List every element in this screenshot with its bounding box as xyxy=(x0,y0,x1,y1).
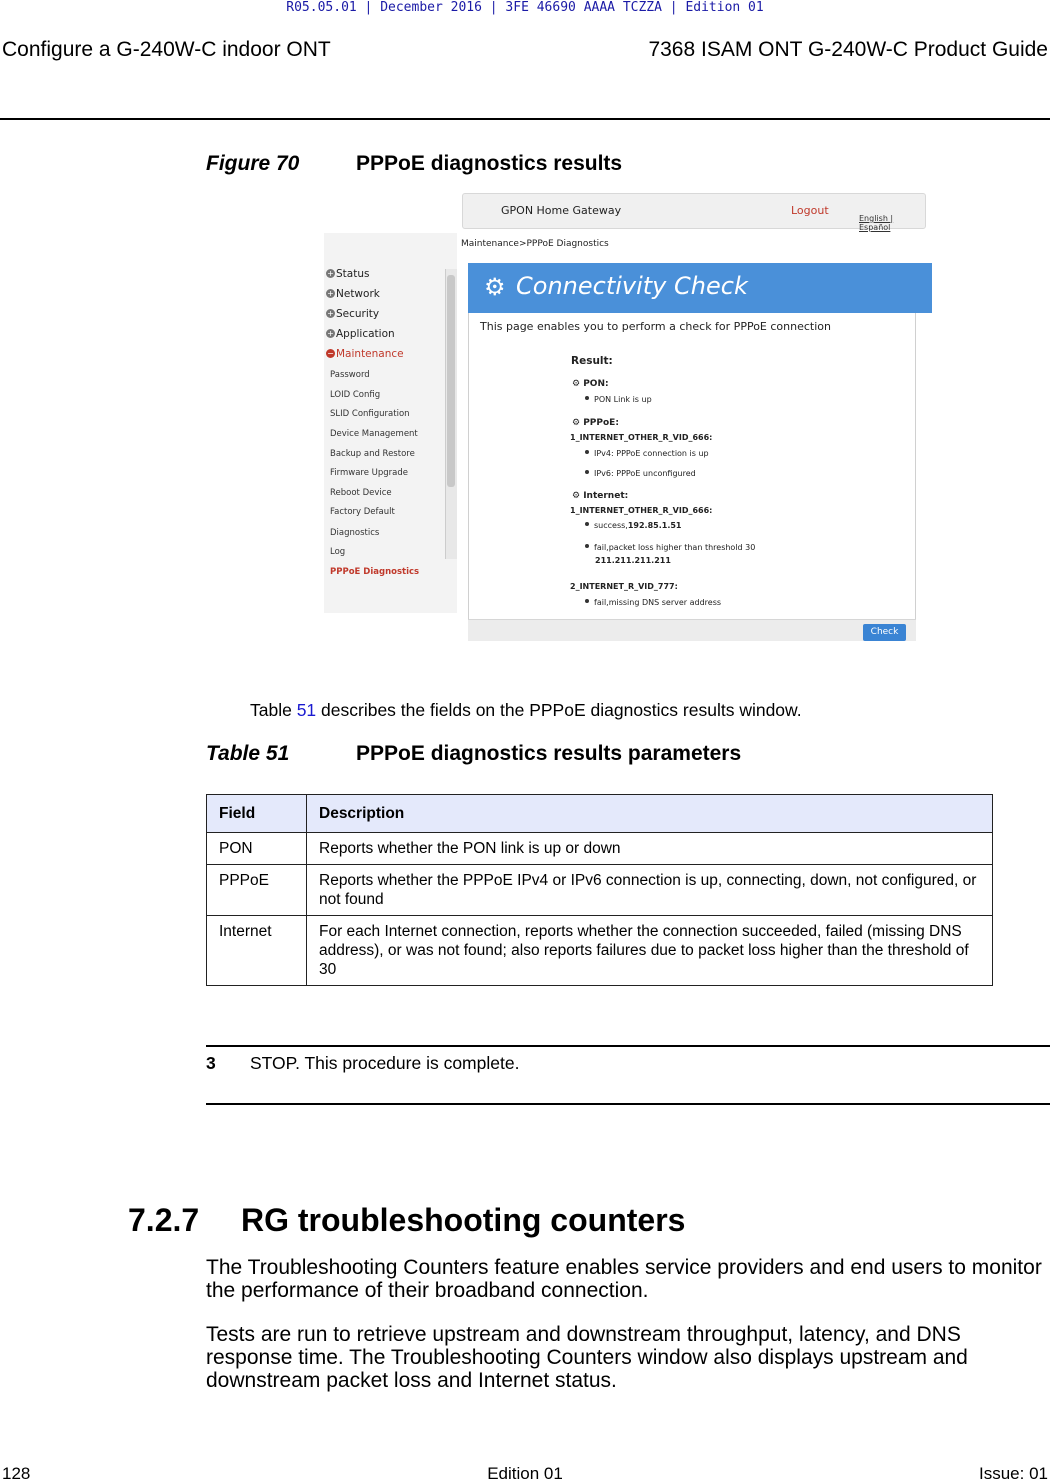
panel-footer xyxy=(468,619,916,641)
internet-heading: ⚙ Internet: xyxy=(572,491,629,501)
pon-heading: ⚙ PON: xyxy=(572,379,609,389)
step-number: 3 xyxy=(206,1053,216,1073)
header-rule xyxy=(0,118,1050,120)
pppoe-heading: ⚙ PPPoE: xyxy=(572,418,619,428)
minus-icon: − xyxy=(327,349,334,358)
parameters-table xyxy=(206,794,993,986)
bullet-icon xyxy=(585,396,589,400)
result-label: Result: xyxy=(571,355,613,367)
sidebar-sub-device-management[interactable]: Device Management xyxy=(330,429,418,439)
table-row xyxy=(207,865,993,916)
pon-status: PON Link is up xyxy=(585,395,652,404)
language-links[interactable]: English | Español xyxy=(859,214,894,232)
field-cell: PON xyxy=(207,833,307,865)
column-header-description: Description xyxy=(307,795,993,833)
field-cell: Internet xyxy=(207,916,307,986)
pppoe-diagnostics-screenshot xyxy=(324,193,932,641)
step-top-rule xyxy=(206,1045,1050,1047)
panel-title: Connectivity Check xyxy=(516,272,748,300)
step-text: STOP. This procedure is complete. xyxy=(250,1053,520,1073)
breadcrumb: Maintenance>PPPoE Diagnostics xyxy=(461,239,609,249)
bullet-icon xyxy=(585,450,589,454)
sidebar-sub-diagnostics[interactable]: Diagnostics xyxy=(330,528,380,538)
sidebar-scroll-thumb[interactable] xyxy=(447,275,455,487)
bullet-icon xyxy=(585,522,589,526)
sidebar-sub-backup-restore[interactable]: Backup and Restore xyxy=(330,449,415,459)
step-bottom-rule xyxy=(206,1103,1050,1105)
internet-connection-name-2: 2_INTERNET_R_VID_777: xyxy=(570,582,678,591)
internet-connection-name: 1_INTERNET_OTHER_R_VID_666: xyxy=(570,506,713,515)
connectivity-check-header xyxy=(468,263,932,313)
bullet-icon xyxy=(585,544,589,548)
pppoe-ipv4-status: IPv4: PPPoE connection is up xyxy=(585,449,709,458)
sidebar-item-application[interactable]: + Application xyxy=(327,328,395,340)
table-header-row xyxy=(207,795,993,833)
table-number: Table 51 xyxy=(206,742,290,765)
plus-icon: + xyxy=(327,309,334,318)
internet-fail-ip: 211.211.211.211 xyxy=(595,556,671,565)
table-row xyxy=(207,833,993,865)
sidebar-sub-pppoe-diagnostics[interactable]: PPPoE Diagnostics xyxy=(330,567,420,577)
gear-icon: ⚙ xyxy=(572,379,584,389)
plus-icon: + xyxy=(327,269,334,278)
table-reference-link[interactable]: 51 xyxy=(296,700,317,720)
gear-icon: ⚙ xyxy=(572,491,584,501)
document-id-note: R05.05.01 | December 2016 | 3FE 46690 AAAA TCZZA | Edition 01 xyxy=(286,0,764,15)
description-cell: Reports whether the PPPoE IPv4 or IPv6 connection is up, connecting, down, not configured, or not found xyxy=(307,865,993,916)
section-paragraph-2: Tests are run to retrieve upstream and downstream throughput, latency, and DNS response time. The Troubleshooting Counters window also displays upstream and downstream packet loss and Internet status. xyxy=(206,1323,968,1392)
plus-icon: + xyxy=(327,289,334,298)
column-header-field: Field xyxy=(207,795,307,833)
internet-fail-status: fail,packet loss higher than threshold 30 xyxy=(585,543,755,552)
gateway-title: GPON Home Gateway xyxy=(501,204,622,217)
bullet-icon xyxy=(585,599,589,603)
sidebar-item-network[interactable]: + Network xyxy=(327,288,380,300)
intro-paragraph: Table 51 describes the fields on the PPPoE diagnostics results window. xyxy=(250,700,802,720)
description-cell: For each Internet connection, reports whether the connection succeeded, failed (missing DNS address), or was not found; also reports failures due to packet loss higher than the threshold of 30 xyxy=(307,916,993,986)
sidebar-item-status[interactable]: + Status xyxy=(327,268,370,280)
table-row xyxy=(207,916,993,986)
sidebar-item-security[interactable]: + Security xyxy=(327,308,380,320)
gear-icon: ⚙ xyxy=(572,418,584,428)
sidebar-sub-password[interactable]: Password xyxy=(330,370,370,380)
sidebar-sub-loid-config[interactable]: LOID Config xyxy=(330,390,381,400)
sidebar-sub-firmware-upgrade[interactable]: Firmware Upgrade xyxy=(330,468,408,478)
logout-link[interactable]: Logout xyxy=(791,204,829,217)
internet-fail-dns-status: fail,missing DNS server address xyxy=(585,598,721,607)
footer-page-number: 128 xyxy=(2,1464,31,1483)
sidebar-sub-slid-configuration[interactable]: SLID Configuration xyxy=(330,409,410,419)
figure-title: PPPoE diagnostics results xyxy=(356,152,623,175)
gateway-header-bar xyxy=(462,193,926,232)
section-paragraph-1: The Troubleshooting Counters feature enables service providers and end users to monitor the performance of their broadband connection. xyxy=(206,1256,1042,1302)
gear-icon: ⚙ xyxy=(484,273,506,301)
sidebar-sub-log[interactable]: Log xyxy=(330,547,346,557)
table-title: PPPoE diagnostics results parameters xyxy=(356,742,742,765)
sidebar-sub-factory-default[interactable]: Factory Default xyxy=(330,507,395,517)
plus-icon: + xyxy=(327,329,334,338)
footer-edition: Edition 01 xyxy=(487,1464,563,1483)
description-cell: Reports whether the PON link is up or down xyxy=(307,833,993,865)
pppoe-ipv6-status: IPv6: PPPoE unconfigured xyxy=(585,469,696,478)
field-cell: PPPoE xyxy=(207,865,307,916)
bullet-icon xyxy=(585,470,589,474)
section-title: RG troubleshooting counters xyxy=(241,1202,686,1238)
check-button[interactable]: Check xyxy=(863,624,906,641)
sidebar-sub-reboot-device[interactable]: Reboot Device xyxy=(330,488,392,498)
internet-success-status: success,192.85.1.51 xyxy=(585,521,682,530)
section-number: 7.2.7 xyxy=(128,1202,200,1238)
header-guide-title: 7368 ISAM ONT G-240W-C Product Guide xyxy=(648,38,1048,61)
pppoe-connection-name: 1_INTERNET_OTHER_R_VID_666: xyxy=(570,433,713,442)
figure-number: Figure 70 xyxy=(206,152,300,175)
sidebar-item-maintenance[interactable]: − Maintenance xyxy=(327,348,404,360)
header-chapter: Configure a G-240W-C indoor ONT xyxy=(2,38,331,61)
footer-issue: Issue: 01 xyxy=(979,1464,1048,1483)
panel-description: This page enables you to perform a check for PPPoE connection xyxy=(480,320,831,333)
